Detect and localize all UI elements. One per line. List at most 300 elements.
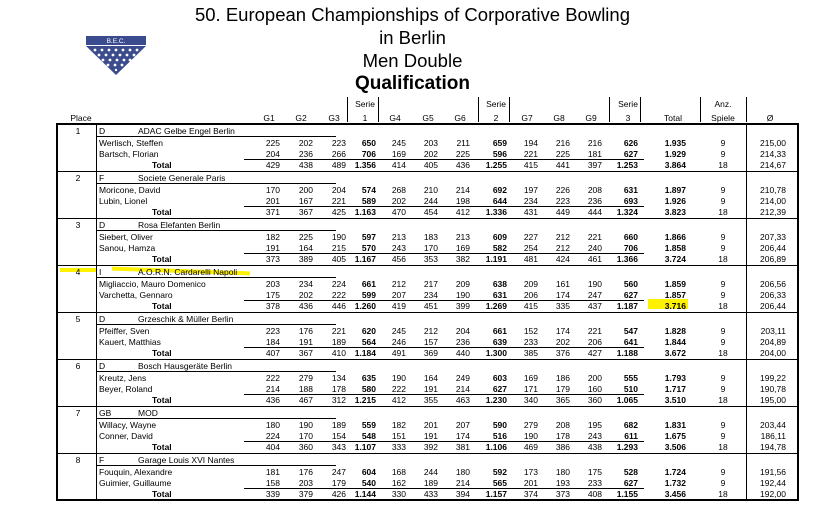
game-score: 162: [391, 478, 406, 488]
game-score: 182: [265, 232, 280, 242]
average-score: 210,78: [760, 185, 786, 195]
game-score: 195: [587, 420, 602, 430]
serie-2-score: 596: [492, 149, 507, 159]
game-score: 247: [331, 467, 346, 477]
total-score: 1.793: [664, 373, 686, 383]
game-score: 181: [587, 149, 602, 159]
table-bottom-rule: [56, 499, 799, 501]
average-score: 214,67: [760, 160, 786, 170]
game-score: 446: [331, 301, 346, 311]
game-score: 424: [555, 254, 570, 264]
game-score: 209: [455, 279, 470, 289]
header-g5: G5: [422, 113, 434, 123]
serie-1-score: 1.107: [354, 442, 376, 452]
total-label: Total: [152, 489, 172, 499]
average-score: 207,33: [760, 232, 786, 242]
serie-2-score: 638: [492, 279, 507, 289]
logo-text: B.E.C.: [106, 38, 126, 45]
game-score: 175: [265, 290, 280, 300]
team-country: F: [99, 173, 105, 183]
game-score: 234: [423, 290, 438, 300]
game-score: 151: [391, 431, 406, 441]
game-score: 371: [265, 207, 280, 217]
game-score: 426: [331, 489, 346, 499]
game-score: 481: [523, 254, 538, 264]
game-score: 214: [455, 478, 470, 488]
game-score: 225: [455, 149, 470, 159]
game-score: 461: [587, 254, 602, 264]
game-score: 225: [555, 149, 570, 159]
game-score: 343: [331, 442, 346, 452]
serie-1-score: 1.184: [354, 348, 376, 358]
serie-1-score: 540: [361, 478, 376, 488]
games-count: 18: [718, 395, 728, 405]
game-score: 214: [455, 384, 470, 394]
serie-2-score: 1.255: [485, 160, 507, 170]
header-anz: Anz.: [714, 99, 732, 109]
total-rule-2: [244, 253, 644, 254]
game-score: 249: [455, 373, 470, 383]
total-rule-0: [244, 159, 644, 160]
player-name: Moricone, David: [99, 185, 161, 195]
total-score: 1.828: [664, 326, 686, 336]
game-score: 440: [455, 348, 470, 358]
game-score: 436: [265, 395, 280, 405]
serie-2-score: 582: [492, 243, 507, 253]
game-score: 197: [523, 185, 538, 195]
game-score: 335: [555, 301, 570, 311]
game-score: 268: [391, 185, 406, 195]
team-country: D: [99, 314, 106, 324]
game-score: 412: [455, 207, 470, 217]
game-score: 221: [331, 326, 346, 336]
games-count: 18: [718, 442, 728, 452]
game-score: 173: [523, 467, 538, 477]
serie-3-score: 1.366: [616, 254, 638, 264]
game-score: 204: [265, 149, 280, 159]
header-g4: G4: [389, 113, 401, 123]
serie-1-score: 1.167: [354, 254, 376, 264]
player-name: Varchetta, Gennaro: [99, 290, 173, 300]
header-rule-1: [378, 97, 379, 122]
game-score: 221: [523, 149, 538, 159]
total-score: 1.831: [664, 420, 686, 430]
game-score: 233: [587, 478, 602, 488]
serie-1-score: 589: [361, 196, 376, 206]
serie-3-score: 555: [623, 373, 638, 383]
total-score: 1.935: [664, 138, 686, 148]
average-score: 191,56: [760, 467, 786, 477]
game-score: 436: [298, 301, 313, 311]
player-name: Pfeiffer, Sven: [99, 326, 150, 336]
game-score: 170: [265, 185, 280, 195]
team-place: 4: [75, 267, 81, 277]
header-serie-3-number: 3: [625, 113, 631, 123]
team-name: Societe Generale Paris: [138, 173, 226, 183]
place-column-rule: [96, 123, 97, 499]
game-score: 427: [587, 348, 602, 358]
game-score: 433: [423, 489, 438, 499]
player-name: Sanou, Hamza: [99, 243, 156, 253]
game-score: 176: [298, 467, 313, 477]
game-score: 202: [298, 290, 313, 300]
team-place: 7: [75, 408, 81, 418]
game-score: 201: [265, 196, 280, 206]
team-name-rule-4: [96, 324, 336, 325]
game-score: 213: [455, 232, 470, 242]
game-score: 382: [455, 254, 470, 264]
games-count: 9: [720, 149, 726, 159]
game-score: 216: [555, 138, 570, 148]
average-score: 206,44: [760, 243, 786, 253]
header-rule-2: [478, 97, 479, 122]
game-score: 170: [298, 431, 313, 441]
game-score: 360: [298, 442, 313, 452]
game-score: 436: [455, 160, 470, 170]
header-serie-1: Serie: [355, 99, 375, 109]
title-line-1: 50. European Championships of Corporative Bowling: [194, 4, 630, 25]
game-score: 198: [455, 196, 470, 206]
game-score: 211: [456, 138, 470, 148]
games-count: 9: [720, 478, 726, 488]
game-score: 470: [391, 207, 406, 217]
game-score: 234: [298, 279, 313, 289]
total-rule-6: [244, 441, 644, 442]
game-score: 158: [265, 478, 280, 488]
average-score: 195,00: [760, 395, 786, 405]
game-score: 191: [265, 243, 280, 253]
average-score: 206,33: [760, 290, 786, 300]
game-score: 213: [391, 232, 406, 242]
game-score: 171: [523, 384, 538, 394]
serie-3-score: 560: [623, 279, 638, 289]
game-score: 243: [391, 243, 406, 253]
game-score: 152: [523, 326, 538, 336]
game-score: 339: [265, 489, 280, 499]
game-score: 378: [265, 301, 280, 311]
game-score: 369: [423, 348, 438, 358]
game-score: 190: [331, 232, 346, 242]
total-rule-5: [244, 394, 644, 395]
average-score: 204,00: [760, 348, 786, 358]
game-score: 438: [587, 442, 602, 452]
header-serie-2-number: 2: [493, 113, 499, 123]
serie-3-score: 1.187: [616, 301, 638, 311]
game-score: 181: [265, 467, 280, 477]
total-score: 3.510: [664, 395, 686, 405]
total-label: Total: [152, 254, 172, 264]
serie-3-score: 528: [623, 467, 638, 477]
game-score: 190: [298, 420, 313, 430]
serie-3-score: 1.065: [616, 395, 638, 405]
game-score: 206: [523, 290, 538, 300]
game-score: 178: [555, 431, 570, 441]
team-name: MOD: [138, 408, 158, 418]
serie-3-score: 631: [623, 185, 638, 195]
games-count: 18: [718, 160, 728, 170]
game-score: 202: [298, 138, 313, 148]
total-score: 1.866: [664, 232, 686, 242]
game-score: 441: [555, 160, 570, 170]
game-score: 226: [555, 185, 570, 195]
average-score: 204,89: [760, 337, 786, 347]
games-count: 9: [720, 138, 726, 148]
game-score: 174: [555, 326, 570, 336]
average-score: 206,89: [760, 254, 786, 264]
games-count: 9: [720, 290, 726, 300]
average-score: 192,00: [760, 489, 786, 499]
game-score: 405: [423, 160, 438, 170]
game-score: 246: [391, 337, 406, 347]
game-score: 245: [391, 138, 406, 148]
game-score: 467: [298, 395, 313, 405]
game-score: 404: [265, 442, 280, 452]
serie-3-score: 682: [623, 420, 638, 430]
serie-3-score: 611: [624, 431, 638, 441]
game-score: 170: [423, 243, 438, 253]
serie-2-score: 565: [492, 478, 507, 488]
serie-3-score: 706: [623, 243, 638, 253]
game-score: 381: [455, 442, 470, 452]
team-name: Bosch Hausgeräte Berlin: [138, 361, 233, 371]
games-count: 18: [718, 301, 728, 311]
game-score: 444: [587, 207, 602, 217]
team-separator-4: [58, 312, 797, 313]
game-score: 204: [331, 185, 346, 195]
serie-2-score: 1.157: [485, 489, 507, 499]
total-score: 3.456: [664, 489, 686, 499]
total-rule-1: [244, 206, 644, 207]
game-score: 233: [523, 337, 538, 347]
serie-1-score: 604: [361, 467, 376, 477]
game-score: 189: [423, 478, 438, 488]
game-score: 208: [555, 420, 570, 430]
game-score: 224: [331, 279, 346, 289]
average-score: 194,78: [760, 442, 786, 452]
average-score: 186,11: [760, 431, 786, 441]
serie-2-score: 1.269: [485, 301, 507, 311]
game-score: 207: [391, 290, 406, 300]
game-score: 188: [298, 384, 313, 394]
player-name: Guimier, Guillaume: [99, 478, 172, 488]
serie-2-score: 592: [492, 467, 507, 477]
team-separator-5: [58, 359, 797, 360]
header-serie-1-number: 1: [362, 113, 368, 123]
game-score: 164: [423, 373, 438, 383]
player-name: Kauert, Matthias: [99, 337, 161, 347]
games-count: 18: [718, 207, 728, 217]
game-score: 157: [423, 337, 438, 347]
games-count: 9: [720, 196, 726, 206]
game-score: 193: [555, 478, 570, 488]
game-score: 154: [331, 431, 346, 441]
game-score: 208: [587, 185, 602, 195]
game-score: 279: [298, 373, 313, 383]
game-score: 190: [391, 373, 406, 383]
game-score: 240: [587, 243, 602, 253]
game-score: 175: [587, 467, 602, 477]
game-score: 312: [331, 395, 346, 405]
game-score: 223: [555, 196, 570, 206]
game-score: 244: [423, 196, 438, 206]
team-place: 1: [75, 126, 81, 136]
game-score: 207: [455, 420, 470, 430]
total-score: 3.823: [664, 207, 686, 217]
header-g1: G1: [263, 113, 275, 123]
game-score: 379: [298, 489, 313, 499]
team-country: D: [99, 126, 106, 136]
game-score: 179: [331, 478, 346, 488]
game-score: 186: [555, 373, 570, 383]
game-score: 180: [555, 467, 570, 477]
header-rule-0: [347, 97, 348, 122]
game-score: 397: [587, 160, 602, 170]
games-count: 18: [718, 489, 728, 499]
serie-1-score: 559: [361, 420, 376, 430]
game-score: 202: [555, 337, 570, 347]
game-score: 194: [523, 138, 538, 148]
team-name-rule-0: [96, 136, 336, 137]
average-score: 190,78: [760, 384, 786, 394]
serie-1-score: 661: [361, 279, 376, 289]
game-score: 209: [523, 279, 538, 289]
game-score: 168: [391, 467, 406, 477]
game-score: 223: [331, 138, 346, 148]
team-name: ADAC Gelbe Engel Berlin: [138, 126, 235, 136]
game-score: 202: [391, 196, 406, 206]
serie-3-score: 627: [623, 149, 638, 159]
total-label: Total: [152, 301, 172, 311]
game-score: 456: [391, 254, 406, 264]
team-name-rule-7: [96, 465, 336, 466]
game-score: 200: [587, 373, 602, 383]
serie-2-score: 590: [492, 420, 507, 430]
header-spiele: Spiele: [711, 113, 735, 123]
average-score: 206,56: [760, 279, 786, 289]
serie-2-score: 692: [492, 185, 507, 195]
serie-1-score: 599: [361, 290, 376, 300]
team-country: I: [99, 267, 102, 277]
game-score: 221: [587, 326, 602, 336]
serie-3-score: 1.253: [616, 160, 638, 170]
team-name-rule-3: [96, 277, 336, 278]
game-score: 386: [555, 442, 570, 452]
serie-3-score: 641: [623, 337, 638, 347]
serie-1-score: 1.356: [354, 160, 376, 170]
player-name: Fouquin, Alexandre: [99, 467, 173, 477]
team-country: D: [99, 361, 106, 371]
serie-2-score: 644: [492, 196, 507, 206]
game-score: 415: [523, 301, 538, 311]
serie-1-score: 1.163: [354, 207, 376, 217]
game-score: 223: [265, 326, 280, 336]
team-name: A.O.R.N. Cardarelli Napoli: [138, 267, 238, 277]
game-score: 266: [331, 149, 346, 159]
game-score: 189: [331, 420, 346, 430]
serie-3-score: 626: [623, 138, 638, 148]
average-score: 212,39: [760, 207, 786, 217]
game-score: 161: [555, 279, 570, 289]
bec-logo: [86, 36, 146, 76]
game-score: 491: [391, 348, 406, 358]
game-score: 373: [265, 254, 280, 264]
total-label: Total: [152, 395, 172, 405]
game-score: 222: [331, 290, 346, 300]
player-name: Migliaccio, Mauro Domenico: [99, 279, 206, 289]
game-score: 360: [587, 395, 602, 405]
game-score: 224: [265, 431, 280, 441]
header-average: Ø: [766, 113, 774, 123]
game-score: 174: [555, 290, 570, 300]
game-score: 160: [587, 384, 602, 394]
game-score: 408: [587, 489, 602, 499]
serie-1-score: 650: [361, 138, 376, 148]
average-score: 203,11: [760, 326, 786, 336]
game-score: 167: [298, 196, 313, 206]
game-score: 469: [523, 442, 538, 452]
table-right-rule: [797, 123, 799, 501]
total-score: 1.717: [664, 384, 686, 394]
title-qualification: Qualification: [354, 73, 471, 94]
game-score: 214: [455, 185, 470, 195]
game-score: 394: [455, 489, 470, 499]
game-score: 236: [298, 149, 313, 159]
total-label: Total: [152, 207, 172, 217]
player-name: Lubin, Lionel: [99, 196, 148, 206]
serie-2-score: 639: [492, 337, 507, 347]
average-score: 214,33: [760, 149, 786, 159]
average-score: 203,44: [760, 420, 786, 430]
game-score: 365: [555, 395, 570, 405]
header-g2: G2: [295, 113, 307, 123]
average-score: 192,44: [760, 478, 786, 488]
serie-1-score: 574: [361, 185, 376, 195]
game-score: 438: [298, 160, 313, 170]
game-score: 204: [455, 326, 470, 336]
games-count: 18: [718, 254, 728, 264]
game-score: 179: [555, 384, 570, 394]
header-rule-6: [700, 97, 701, 122]
game-score: 178: [331, 384, 346, 394]
serie-3-score: 547: [623, 326, 638, 336]
game-score: 489: [331, 160, 346, 170]
game-score: 385: [523, 348, 538, 358]
game-score: 190: [523, 431, 538, 441]
game-score: 190: [587, 279, 602, 289]
game-score: 373: [555, 489, 570, 499]
title-line-2: in Berlin: [379, 27, 446, 48]
serie-2-score: 1.300: [485, 348, 507, 358]
average-score: 215,00: [760, 138, 786, 148]
serie-2-score: 661: [492, 326, 507, 336]
header-g6: G6: [454, 113, 466, 123]
serie-3-score: 1.188: [616, 348, 638, 358]
game-score: 212: [555, 243, 570, 253]
game-score: 202: [423, 149, 438, 159]
team-name-rule-5: [96, 371, 336, 372]
game-score: 225: [298, 232, 313, 242]
game-score: 203: [423, 138, 438, 148]
game-score: 212: [391, 279, 406, 289]
game-score: 189: [331, 337, 346, 347]
game-score: 190: [455, 290, 470, 300]
game-score: 449: [555, 207, 570, 217]
total-score: 3.506: [664, 442, 686, 452]
serie-3-score: 1.324: [616, 207, 638, 217]
serie-1-score: 564: [361, 337, 376, 347]
games-count: 9: [720, 326, 726, 336]
header-rule-5: [640, 97, 641, 122]
